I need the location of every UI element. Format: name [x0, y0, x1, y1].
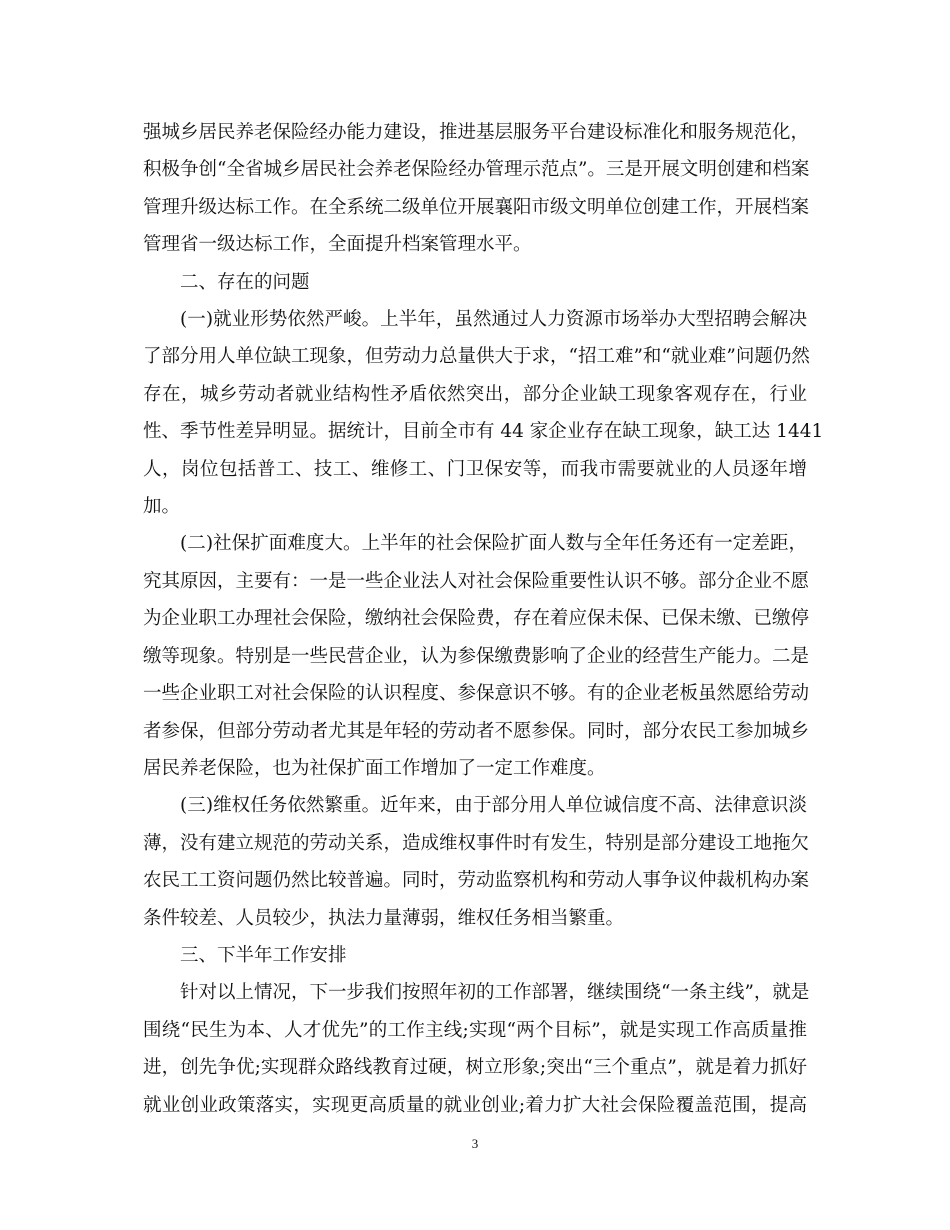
text-line: 究其原因，主要有：一是一些企业法人对社会保险重要性认识不够。部分企业不愿	[143, 570, 810, 592]
text-line: 了部分用人单位缺工现象，但劳动力总量供大于求，“招工难”和“就业难”问题仍然	[143, 346, 810, 368]
text-line: 居民养老保险，也为社保扩面工作增加了一定工作难度。	[143, 757, 606, 779]
text-line: (一)就业形势依然严峻。上半年，虽然通过人力资源市场举办大型招聘会解决	[180, 309, 807, 331]
text-line: 进，创先争优;实现群众路线教育过硬，树立形象;突出“三个重点”，就是着力抓好	[143, 1057, 807, 1079]
body-text	[143, 114, 824, 1124]
text-line: 条件较差、人员较少，执法力量薄弱，维权任务相当繁重。	[143, 907, 625, 929]
page-number: 3	[471, 1136, 479, 1151]
text-line: 缴等现象。特别是一些民营企业，认为参保缴费影响了企业的经营生产能力。二是	[143, 645, 810, 667]
text-line: 人，岗位包括普工、技工、维修工、门卫保安等，而我市需要就业的人员逐年增	[143, 458, 807, 480]
text-line: (三)维权任务依然繁重。近年来，由于部分用人单位诚信度不高、法律意识淡	[180, 795, 807, 817]
text-line: 者参保，但部分劳动者尤其是年轻的劳动者不愿参保。同时，部分农民工参加城乡	[143, 720, 810, 742]
text-line: 二、存在的问题	[180, 271, 310, 293]
text-line: 针对以上情况，下一步我们按照年初的工作部署，继续围绕“一条主线”，就是	[180, 982, 810, 1004]
text-line: (二)社保扩面难度大。上半年的社会保险扩面人数与全年任务还有一定差距，	[180, 533, 807, 555]
text-line: 加。	[143, 496, 181, 518]
text-line: 管理升级达标工作。在全系统二级单位开展襄阳市级文明单位创建工作，开展档案	[143, 196, 810, 218]
text-line: 性、季节性差异明显。据统计，目前全市有 44 家企业存在缺工现象，缺工达 1441	[143, 421, 824, 443]
text-line: 就业创业政策落实，实现更高质量的就业创业;着力扩大社会保险覆盖范围，提高	[143, 1094, 807, 1116]
text-line: 为企业职工办理社会保险，缴纳社会保险费，存在着应保未保、已保未缴、已缴停	[143, 608, 810, 630]
text-line: 围绕“民生为本、人才优先”的工作主线;实现“两个目标”，就是实现工作高质量推	[143, 1019, 807, 1041]
text-line: 管理省一级达标工作，全面提升档案管理水平。	[143, 234, 532, 256]
text-line: 薄，没有建立规范的劳动关系，造成维权事件时有发生，特别是部分建设工地拖欠	[143, 832, 810, 854]
text-line: 三、下半年工作安排	[180, 944, 347, 966]
text-line: 农民工工资问题仍然比较普遍。同时，劳动监察机构和劳动人事争议仲裁机构办案	[143, 870, 810, 892]
text-line: 积极争创“全省城乡居民社会养老保险经办管理示范点”。三是开展文明创建和档案	[143, 159, 810, 181]
text-line: 强城乡居民养老保险经办能力建设，推进基层服务平台建设标准化和服务规范化，	[143, 122, 810, 143]
text-line: 一些企业职工对社会保险的认识程度、参保意识不够。有的企业老板虽然愿给劳动	[143, 683, 810, 705]
text-line: 存在，城乡劳动者就业结构性矛盾依然突出，部分企业缺工现象客观存在，行业	[143, 383, 807, 405]
